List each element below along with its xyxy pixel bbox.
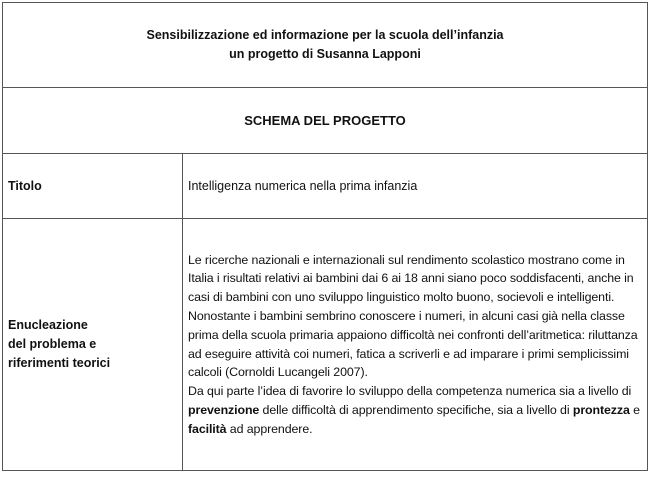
keyword-prontezza: prontezza bbox=[572, 402, 630, 417]
enucleazione-row bbox=[3, 219, 648, 471]
schema-row bbox=[3, 88, 648, 154]
enucleazione-text bbox=[183, 219, 648, 471]
titolo-label: Titolo bbox=[3, 154, 183, 219]
titolo-row bbox=[3, 154, 648, 219]
idea-text-g: ad apprendere. bbox=[226, 421, 313, 436]
titolo-value: Intelligenza numerica nella prima infanzia bbox=[183, 154, 648, 219]
enucleazione-label-line-1: Enucleazione bbox=[8, 318, 88, 332]
paragraph-research: Le ricerche nazionali e internazionali sul rendimento scolastico mostrano come in Italia i risultati relativi ai bambini dai 6 ai 18 anni siano poco soddisfacenti, anche in casi di bambini con uno sviluppo linguistico molto buono, socievoli e intelligenti. Nonostante i bambini sembrino conoscere i numeri, in alcuni casi già nella classe prima della scuola primaria appaiono difficoltà nei confronti dell’aritmetica: riluttanza ad eseguire attività coi numeri, fatica a scriverli e ad imparare i primi semplicissimi calcoli (Cornoldi Lucangeli 2007). bbox=[188, 252, 638, 380]
keyword-facilita: facilità bbox=[188, 421, 227, 436]
schema-title: SCHEMA DEL PROGETTO bbox=[3, 88, 648, 154]
enucleazione-label bbox=[3, 219, 183, 471]
header-row bbox=[3, 3, 648, 88]
enucleazione-label-line-3: riferimenti teorici bbox=[8, 356, 111, 370]
header-line-1: Sensibilizzazione ed informazione per la scuola dell’infanzia bbox=[146, 28, 504, 42]
paragraph-idea bbox=[188, 382, 641, 438]
project-schema-table bbox=[2, 2, 648, 471]
enucleazione-label-line-2: del problema e bbox=[8, 337, 97, 351]
idea-text-a: Da qui parte l’idea di favorire lo sviluppo della competenza numerica sia a livello di bbox=[188, 384, 632, 399]
keyword-prevenzione: prevenzione bbox=[188, 402, 260, 417]
idea-text-e: e bbox=[629, 402, 640, 417]
idea-text-c: delle difficoltà di apprendimento specifiche, sia a livello di bbox=[259, 402, 573, 417]
header-line-2: un progetto di Susanna Lapponi bbox=[229, 47, 421, 61]
header-cell bbox=[3, 3, 648, 88]
